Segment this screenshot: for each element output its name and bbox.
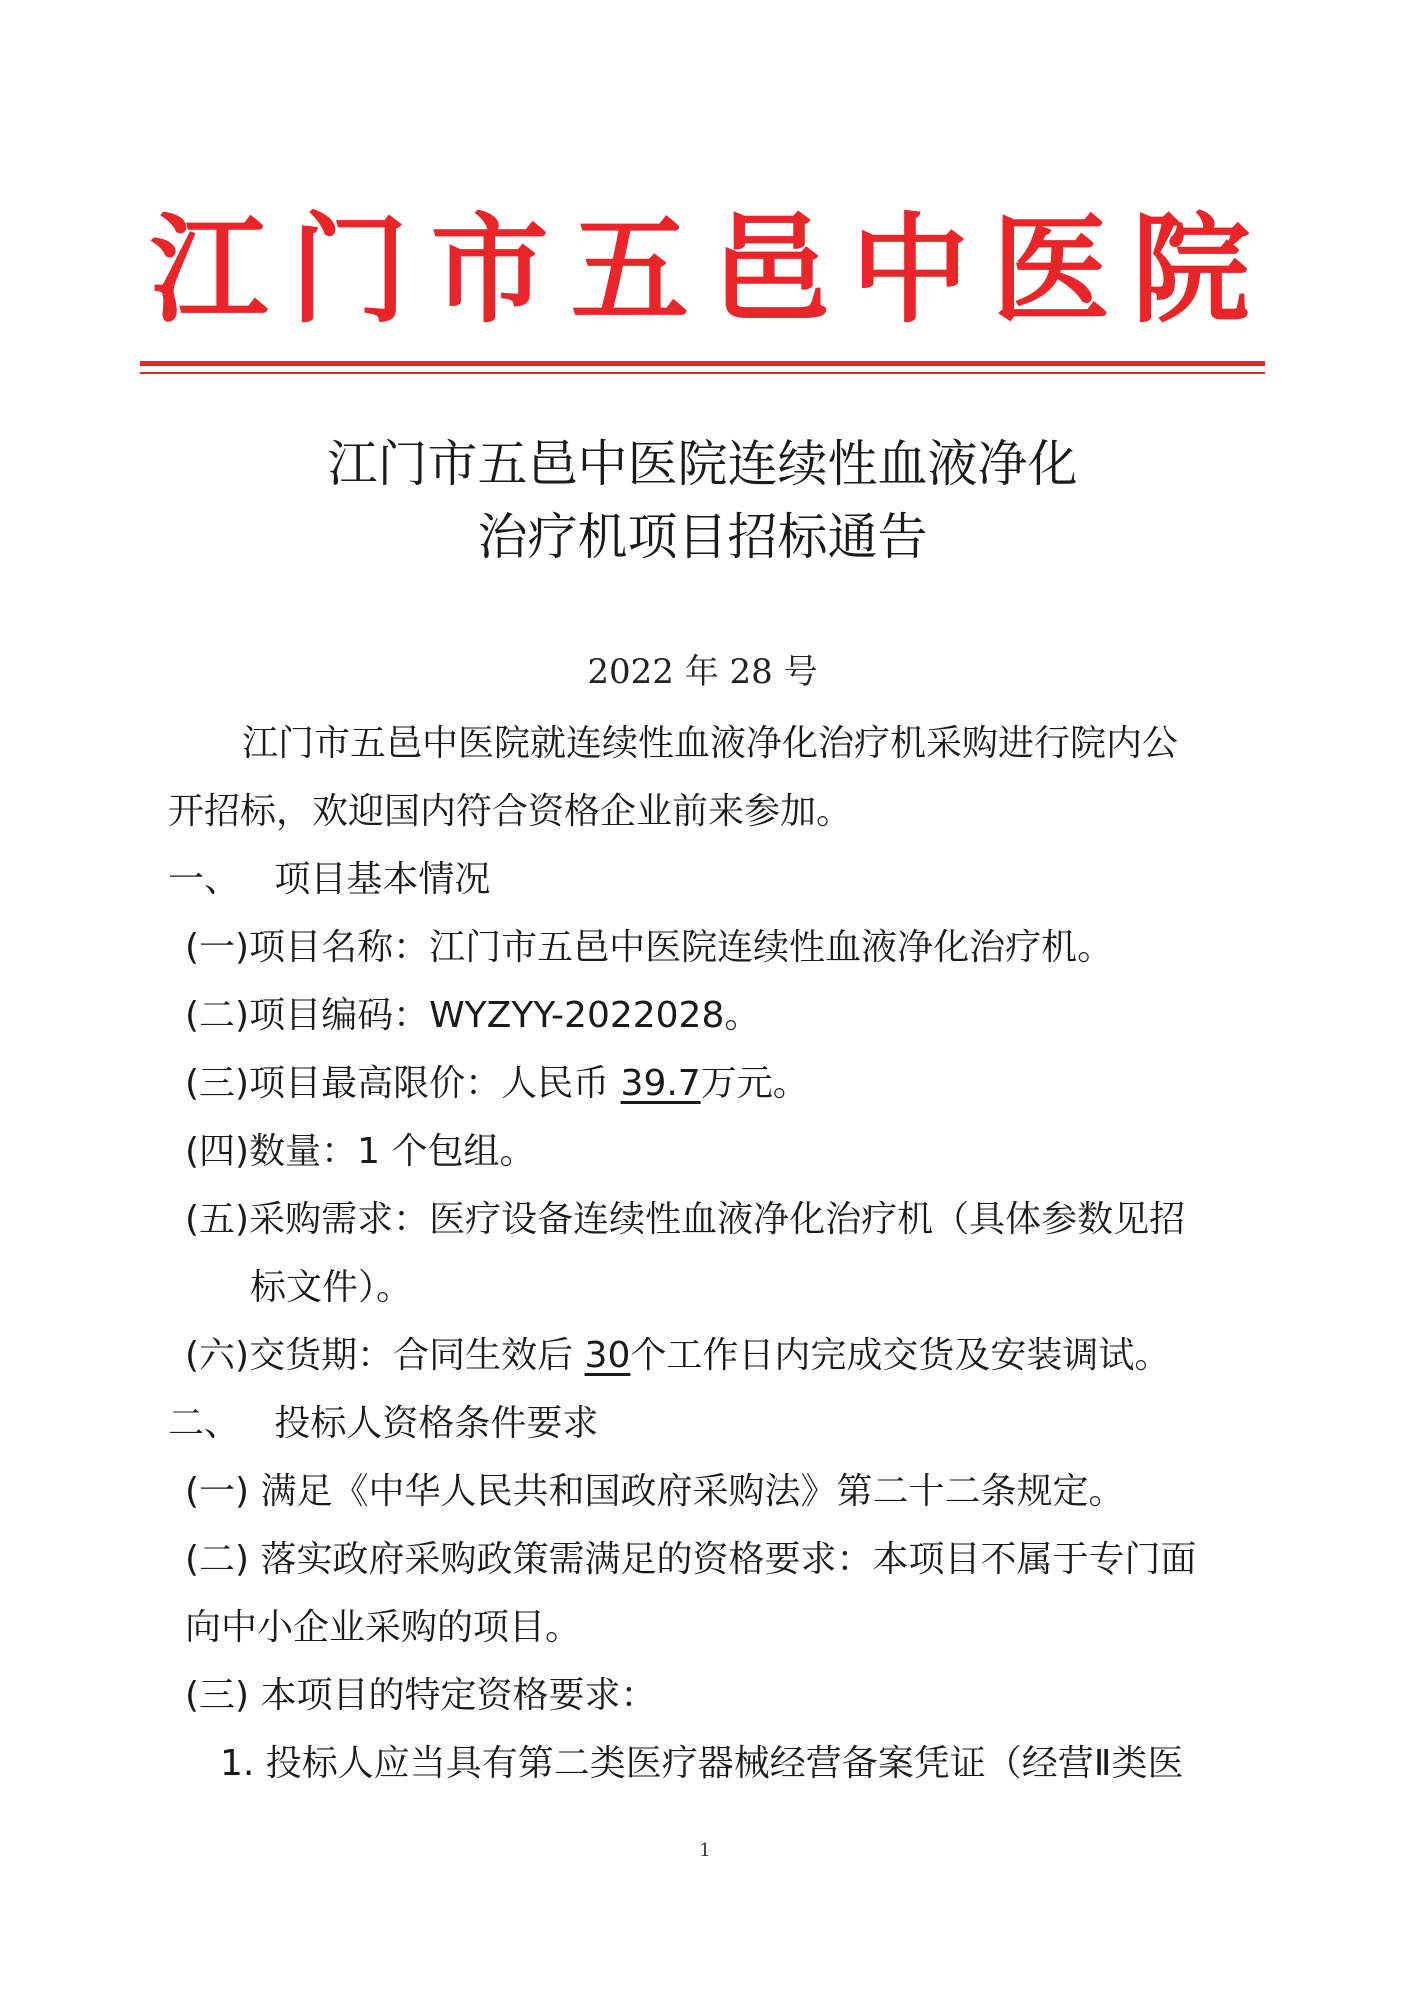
price-suffix: 万元。 [700, 1063, 809, 1104]
item-price-limit [185, 1060, 809, 1108]
page-number: 1 [699, 1840, 711, 1861]
doc-title-line-1: 江门市五邑中医院连续性血液净化 [327, 435, 1078, 493]
letterhead-char: 门 [290, 200, 409, 339]
price-prefix: (三)项目最高限价：人民币 [185, 1063, 621, 1104]
doc-title-line-2: 治疗机项目招标通告 [477, 508, 928, 566]
item-demand-line-1: (五)采购需求：医疗设备连续性血液净化治疗机（具体参数见招 [185, 1199, 1186, 1240]
section-heading-2: 二、 投标人资格条件要求 [168, 1403, 599, 1444]
doc-number: 2022 年 28 号 [587, 652, 818, 692]
letterhead-rule-thin [140, 372, 1265, 374]
delivery-value: 30 [584, 1335, 631, 1376]
item-policy-line-2: 向中小企业采购的项目。 [185, 1607, 582, 1648]
intro-line-1: 江门市五邑中医院就连续性血液净化治疗机采购进行院内公 [242, 723, 1179, 764]
price-value: 39.7 [620, 1063, 701, 1104]
item-quantity: (四)数量：1 个包组。 [185, 1131, 536, 1172]
item-project-code: (二)项目编码：WYZYY-2022028。 [185, 995, 761, 1036]
letterhead-char: 江 [150, 200, 269, 339]
item-procurement-law: (一) 满足《中华人民共和国政府采购法》第二十二条规定。 [185, 1471, 1125, 1512]
item-special-requirements: (三) 本项目的特定资格要求： [185, 1675, 657, 1716]
item-demand-line-2: 标文件）。 [250, 1267, 413, 1308]
section-heading-1: 一、 项目基本情况 [168, 859, 491, 900]
delivery-prefix: (六)交货期：合同生效后 [185, 1335, 585, 1376]
item-project-name: (一)项目名称：江门市五邑中医院连续性血液净化治疗机。 [185, 927, 1114, 968]
letterhead-title [150, 200, 1250, 339]
item-special-requirement-1: 1. 投标人应当具有第二类医疗器械经营备案凭证（经营Ⅱ类医 [220, 1743, 1184, 1784]
item-delivery [185, 1332, 1170, 1380]
item-policy-line-1: (二) 落实政府采购政策需满足的资格要求：本项目不属于专门面 [185, 1539, 1197, 1580]
letterhead-char: 市 [430, 200, 549, 339]
letterhead-char: 邑 [711, 200, 830, 339]
letterhead-rule-thick [140, 361, 1265, 366]
letterhead-char: 中 [851, 200, 970, 339]
letterhead-char: 医 [991, 200, 1110, 339]
letterhead-char: 五 [570, 200, 689, 339]
intro-line-2: 开招标，欢迎国内符合资格企业前来参加。 [168, 791, 853, 832]
delivery-suffix: 个工作日内完成交货及安装调试。 [630, 1335, 1171, 1376]
letterhead-char: 院 [1131, 200, 1250, 339]
